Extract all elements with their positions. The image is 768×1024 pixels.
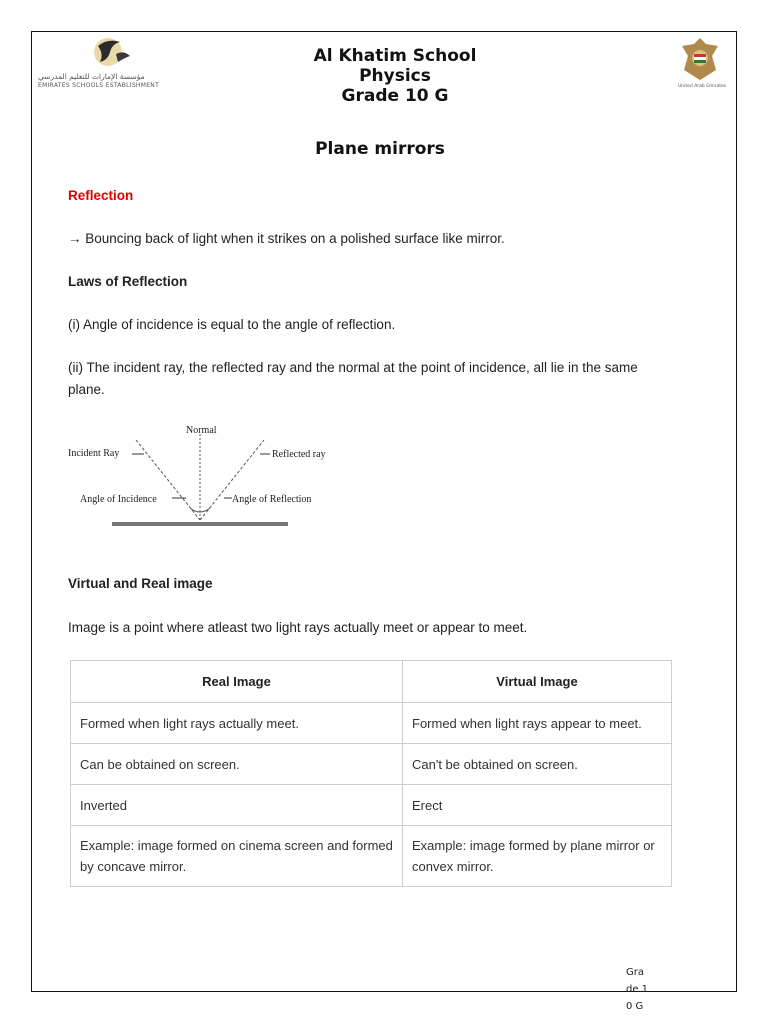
- emirates-schools-logo: [38, 32, 178, 94]
- table-cell: Formed when light rays actually meet.: [71, 703, 403, 744]
- table-cell: Inverted: [71, 785, 403, 826]
- incident-ray-label: Incident Ray: [68, 448, 120, 459]
- table-row: [71, 703, 672, 744]
- virtual-real-heading: Virtual and Real image: [68, 576, 213, 591]
- document-header: [200, 46, 590, 106]
- law-two-line-one: (ii) The incident ray, the reflected ray and the normal at the point of incidence, all lie in the same: [68, 360, 638, 375]
- table-cell: Example: image formed by plane mirror or convex mirror.: [403, 826, 672, 887]
- grade-label: Grade 10 G: [341, 86, 449, 106]
- page-title: Plane mirrors: [315, 139, 445, 159]
- reflection-definition: → Bouncing back of light when it strikes on a polished surface like mirror.: [68, 231, 505, 246]
- subject-name: Physics: [359, 66, 431, 86]
- uae-emblem: [672, 36, 732, 96]
- header-virtual-image: Virtual Image: [403, 661, 672, 703]
- table-header-row: [71, 661, 672, 703]
- table-row: [71, 785, 672, 826]
- virtual-real-definition: Image is a point where atleast two light rays actually meet or appear to meet.: [68, 620, 528, 635]
- taaleem-logo-icon: [82, 32, 142, 72]
- angle-reflection-label: Angle of Reflection: [232, 494, 312, 505]
- header-real-image: Real Image: [71, 661, 403, 703]
- footer-grade-note: Grade 10 G: [626, 967, 649, 1012]
- table-cell: Can be obtained on screen.: [71, 744, 403, 785]
- normal-label: Normal: [186, 425, 217, 436]
- reflected-ray-label: Reflected ray: [272, 449, 326, 460]
- school-name: Al Khatim School: [313, 46, 477, 66]
- uae-emblem-icon: [678, 36, 722, 84]
- table-cell: Erect: [403, 785, 672, 826]
- table-cell: Can't be obtained on screen.: [403, 744, 672, 785]
- logo-english-text: EMIRATES SCHOOLS ESTABLISHMENT: [38, 82, 160, 89]
- reflection-diagram: [64, 420, 344, 530]
- angle-incidence-label: Angle of Incidence: [80, 494, 157, 505]
- laws-heading: Laws of Reflection: [68, 274, 188, 289]
- table-cell: Formed when light rays appear to meet.: [403, 703, 672, 744]
- law-two-line-two: plane.: [68, 382, 105, 397]
- logo-arabic-text: مؤسسة الإمارات للتعليم المدرسي: [38, 72, 145, 81]
- table-row: [71, 744, 672, 785]
- law-one: (i) Angle of incidence is equal to the angle of reflection.: [68, 317, 396, 332]
- table-row: [71, 826, 672, 887]
- reflection-heading: Reflection: [68, 188, 134, 203]
- table-cell: Example: image formed on cinema screen and formed by concave mirror.: [71, 826, 403, 887]
- image-comparison-table: [70, 660, 672, 887]
- emblem-caption: United Arab Emirates: [678, 84, 727, 89]
